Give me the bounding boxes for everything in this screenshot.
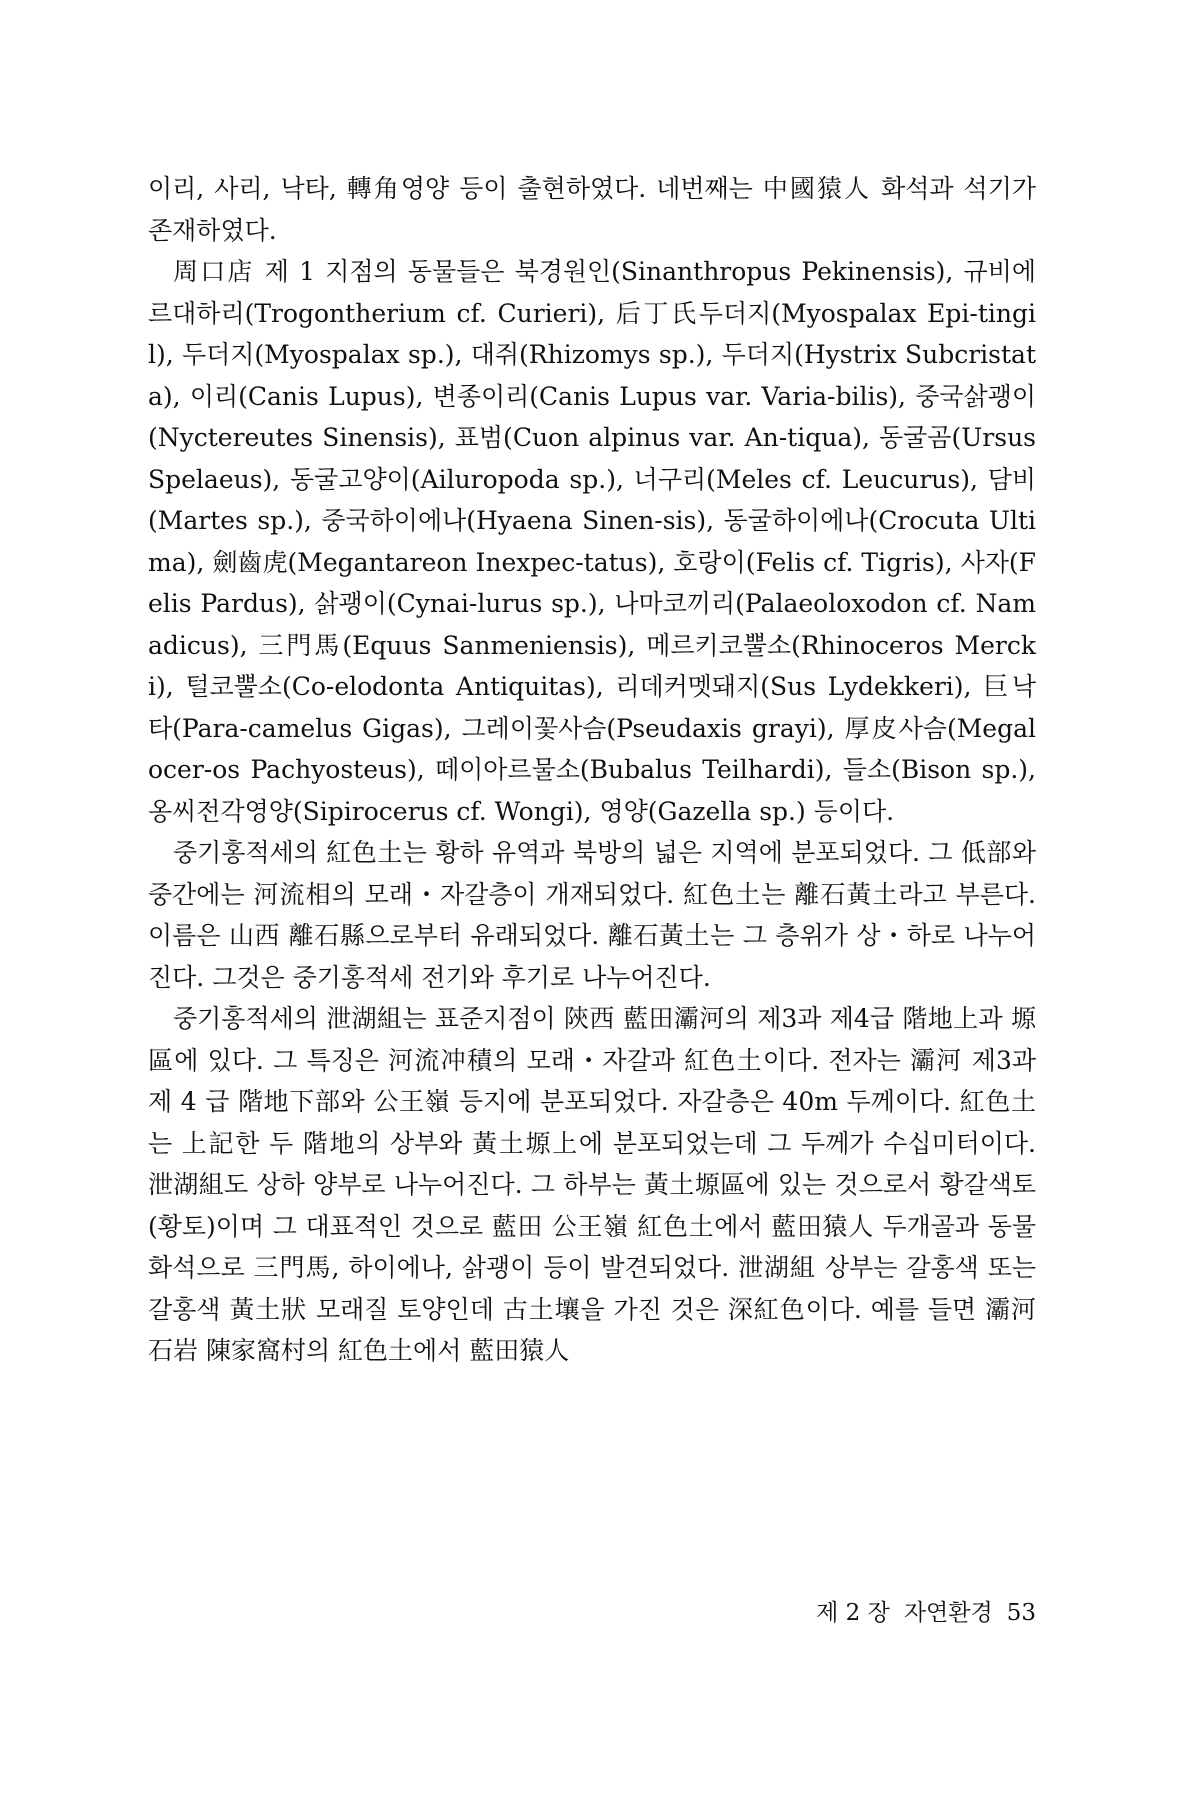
footer-chapter-title: 자연환경 [903, 1600, 993, 1626]
paragraph-xiehu-formation: 중기홍적세의 泄湖組는 표준지점이 陝西 藍田灞河의 제3과 제4급 階地上과 塬區에 있다. 그 특징은 河流冲積의 모래・자갈과 紅色土이다. 전자는 灞河 제3과 제 4 급 階地下部와 公王嶺 등지에 분포되었다. 자갈층은 40m 두께이다. 紅色土는 上記한 두 階地의 상부와 黃土塬上에 분포되었는데 그 두께가 수십미터이다. 泄湖組도 상하 양부로 나누어진다. 그 하부는 黃土塬區에 있는 것으로서 황갈색토(황토)이며 그 대표적인 것으로 藍田 公王嶺 紅色土에서 藍田猿人 두개골과 동물화석으로 三門馬, 하이에나, 삵괭이 등이 발견되었다. 泄湖組 상부는 갈홍색 또는 갈홍색 黃土狀 모래질 토양인데 古土壤을 가진 것은 深紅色이다. 예를 들면 灞河石岩 陳家窩村의 紅色土에서 藍田猿人 [148, 1004, 1036, 1365]
running-footer [740, 1598, 1036, 1628]
page-number: 53 [1006, 1600, 1036, 1626]
footer-chapter: 제 2 장 [816, 1600, 890, 1626]
paragraph-intro: 이리, 사리, 낙타, 轉角영양 등이 출현하였다. 네번째는 中國猿人 화석과 석기가 존재하였다. [148, 174, 1036, 245]
page-body [148, 168, 1036, 1372]
paragraph-red-soil: 중기홍적세의 紅色土는 황하 유역과 북방의 넓은 지역에 분포되었다. 그 低部와 중간에는 河流相의 모래・자갈층이 개재되었다. 紅色土는 離石黃土라고 부른다. 이름은 山西 離石縣으로부터 유래되었다. 離石黃土는 그 층위가 상・하로 나누어진다. 그것은 중기홍적세 전기와 후기로 나누어진다. [148, 838, 1036, 992]
paragraph-fauna-list: 周口店 제 1 지점의 동물들은 북경원인(Sinanthropus Pekinensis), 규비에르대하리(Trogontherium cf. Curieri), 后丁氏두더지(Myospalax Epi-tingil), 두더지(Myospalax sp.), 대쥐(Rhizomys sp.), 두더지(Hystrix Subcristata), 이리(Canis Lupus), 변종이리(Canis Lupus var. Varia-bilis), 중국삵괭이(Nyctereutes Sinensis), 표범(Cuon alpinus var. An-tiqua), 동굴곰(Ursus Spelaeus), 동굴고양이(Ailuropoda sp.), 너구리(Meles cf. Leucurus), 담비(Martes sp.), 중국하이에나(Hyaena Sinen-sis), 동굴하이에나(Crocuta Ultima), 劍齒虎(Megantareon Inexpec-tatus), 호랑이(Felis cf. Tigris), 사자(Felis Pardus), 삵괭이(Cynai-lurus sp.), 나마코끼리(Palaeoloxodon cf. Namadicus), 三門馬(Equus Sanmeniensis), 메르키코뿔소(Rhinoceros Mercki), 털코뿔소(Co-elodonta Antiquitas), 리데커멧돼지(Sus Lydekkeri), 巨낙타(Para-camelus Gigas), 그레이꽃사슴(Pseudaxis grayi), 厚皮사슴(Megalocer-os Pachyosteus), 떼이아르물소(Bubalus Teilhardi), 들소(Bison sp.), 옹씨전각영양(Sipirocerus cf. Wongi), 영양(Gazella sp.) 등이다. [148, 257, 1036, 826]
